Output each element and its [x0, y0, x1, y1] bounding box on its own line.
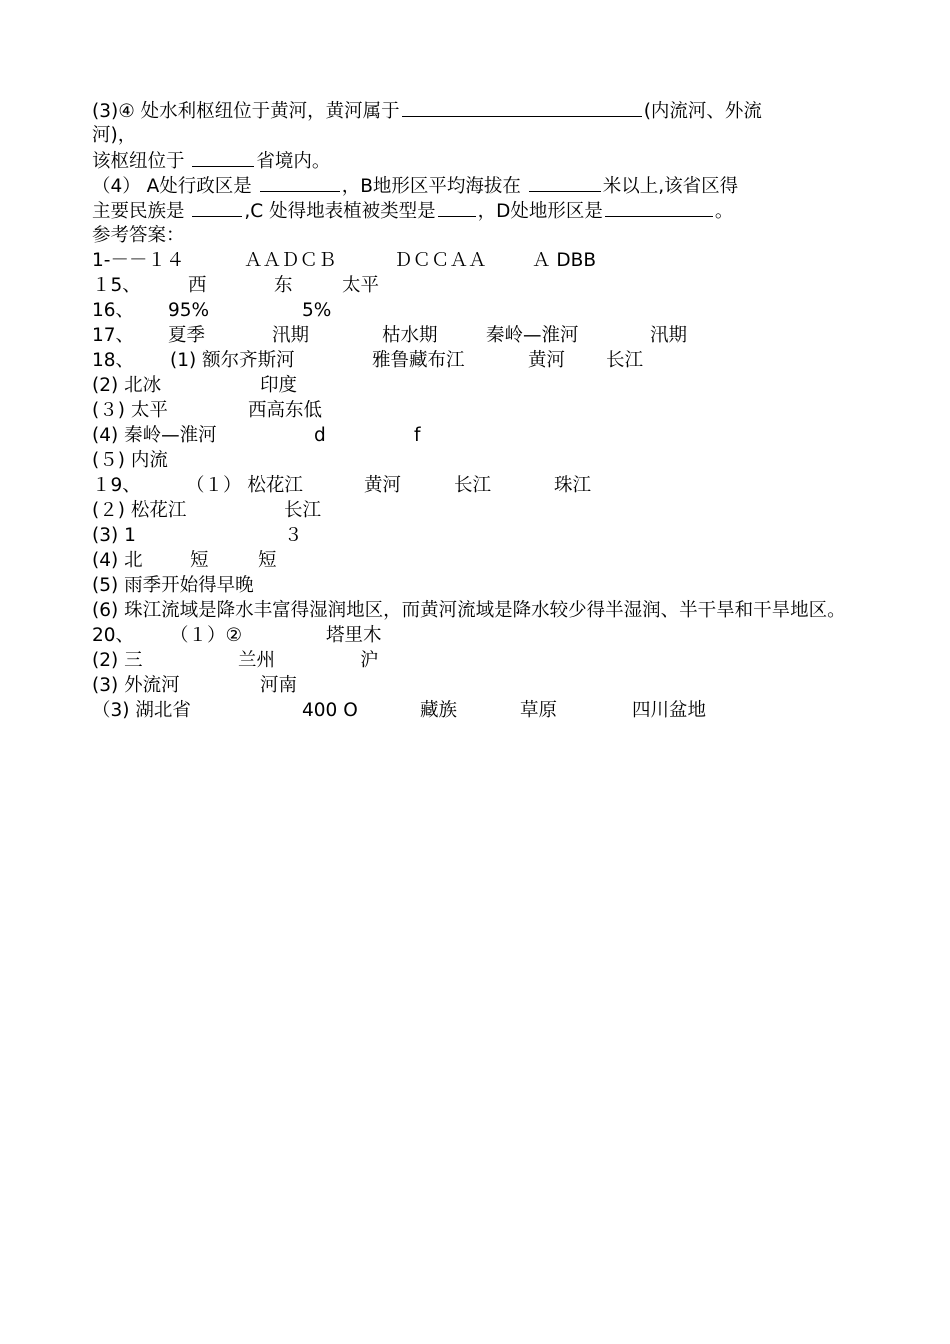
q4-line-1: [92, 173, 862, 198]
answer-row: [92, 523, 862, 548]
answer-cell: ３: [284, 525, 303, 546]
answers-heading-text: 参考答案：: [92, 225, 185, 246]
answer-cell: ＤＣＣＡＡ: [394, 250, 487, 271]
answer-cell: 藏族: [420, 700, 458, 721]
answer-row: [92, 473, 862, 498]
q4-blank-altitude[interactable]: [529, 173, 601, 192]
answer-row: [92, 373, 862, 398]
answer-cell: (５) 内流: [92, 450, 168, 471]
q3-prefix: (3)④ 处水利枢纽位于黄河，黄河属于: [92, 101, 400, 122]
answer-cell: (3) 外流河: [92, 675, 180, 696]
answer-row: [92, 648, 862, 673]
answer-cell: 珠江: [554, 475, 592, 496]
answer-row: [92, 673, 862, 698]
q3-line-3: [92, 148, 862, 173]
answer-row: [92, 448, 862, 473]
q4-part-3: 米以上,该省区得: [602, 176, 739, 197]
q3-line2-text: 河)，: [92, 125, 137, 146]
answer-row: [92, 323, 862, 348]
answer-cell: （3) 湖北省: [92, 700, 191, 721]
answer-cell: 印度: [260, 375, 298, 396]
q4-part-1: （4） A处行政区是: [92, 176, 258, 197]
answer-cell: 400 O: [302, 700, 358, 721]
answer-cell: 黄河: [364, 475, 402, 496]
answer-cell: 草原: [520, 700, 558, 721]
answer-cell: 1-－－１４: [92, 250, 185, 271]
answer-cell: (２) 松花江: [92, 500, 187, 521]
answer-row-long: [92, 598, 862, 623]
answer-cell: 汛期: [650, 325, 688, 346]
answer-cell: 塔里木: [326, 625, 382, 646]
answer-cell: (4) 北: [92, 550, 143, 571]
answer-cell: 18、: [92, 350, 135, 371]
q4-part-7: 。: [714, 201, 734, 222]
q4-part-4: 主要民族是: [92, 201, 191, 222]
answer-row: [92, 423, 862, 448]
answers-heading: [92, 223, 862, 248]
answer-cell: (5) 雨季开始得早晚: [92, 575, 254, 596]
answer-row: [92, 298, 862, 323]
answer-row: [92, 398, 862, 423]
answer-row: [92, 573, 862, 598]
answer-cell: 西: [188, 275, 207, 296]
answer-cell: １9、: [92, 475, 141, 496]
answer-cell: (3) 1: [92, 525, 136, 546]
answer-row: [92, 248, 862, 273]
answer-cell: 5%: [302, 300, 332, 321]
answer-cell: 黄河: [528, 350, 566, 371]
q3-blank-province[interactable]: [192, 148, 254, 167]
document-page: [92, 98, 862, 723]
answer-cell: 17、: [92, 325, 135, 346]
answer-cell: （１） 松花江: [186, 475, 303, 496]
answer-row: [92, 498, 862, 523]
answer-cell: (4) 秦岭—淮河: [92, 425, 217, 446]
answer-cell: 汛期: [272, 325, 310, 346]
q3-line3-prefix: 该枢纽位于: [92, 151, 191, 172]
answer-cell: (2) 北冰: [92, 375, 162, 396]
answer-cell: 长江: [606, 350, 644, 371]
answer-cell: 16、: [92, 300, 135, 321]
q4-blank-ethnic[interactable]: [192, 198, 242, 217]
q3-line3-suffix: 省境内。: [256, 151, 331, 172]
q3-blank-river-type[interactable]: [402, 98, 642, 117]
answer-cell: (2) 三: [92, 650, 143, 671]
answer-cell: 长江: [454, 475, 492, 496]
q4-blank-region-a[interactable]: [260, 173, 340, 192]
answer-row: [92, 348, 862, 373]
answer-cell: （１）②: [170, 625, 243, 646]
answer-cell: 夏季: [168, 325, 206, 346]
answer-row: [92, 698, 862, 723]
answer-cell: １5、: [92, 275, 141, 296]
answer-cell: 西高东低: [248, 400, 323, 421]
answer-cell: 沪: [360, 650, 379, 671]
q4-line-2: [92, 198, 862, 223]
answer-row: [92, 548, 862, 573]
answer-cell: 河南: [260, 675, 298, 696]
q4-part-6: ，D处地形区是: [477, 201, 603, 222]
answer-cell: (1) 额尔齐斯河: [170, 350, 295, 371]
answer-cell: 长江: [284, 500, 322, 521]
q4-part-5: ,C 处得地表植被类型是: [244, 201, 436, 222]
answer-cell: 20、: [92, 625, 135, 646]
answer-cell: d: [314, 425, 326, 446]
q3-suffix: (内流河、外流: [643, 101, 762, 122]
answer-cell: 雅鲁藏布江: [372, 350, 465, 371]
answer-cell: Ａ DBB: [532, 250, 597, 271]
answer-long-text: (6) 珠江流域是降水丰富得湿润地区，而黄河流域是降水较少得半湿润、半干旱和干旱地区。: [92, 600, 846, 621]
answer-cell: 短: [258, 550, 277, 571]
answer-cell: 四川盆地: [632, 700, 707, 721]
answer-cell: 枯水期: [382, 325, 438, 346]
answer-cell: f: [414, 425, 421, 446]
answer-cell: 兰州: [238, 650, 276, 671]
answer-row: [92, 623, 862, 648]
q4-part-2: ，B地形区平均海拔在: [341, 176, 527, 197]
q4-blank-landform-d[interactable]: [605, 198, 713, 217]
answer-cell: 短: [190, 550, 209, 571]
answer-cell: 95%: [168, 300, 210, 321]
answer-cell: 东: [274, 275, 293, 296]
answer-cell: 太平: [342, 275, 380, 296]
answer-cell: ＡＡＤＣＢ: [244, 250, 337, 271]
answer-row: [92, 273, 862, 298]
q3-line-1: [92, 98, 862, 123]
q3-line-2: [92, 123, 862, 148]
answer-cell: 秦岭—淮河: [486, 325, 579, 346]
q4-blank-vegetation[interactable]: [438, 198, 476, 217]
answer-cell: (３) 太平: [92, 400, 168, 421]
